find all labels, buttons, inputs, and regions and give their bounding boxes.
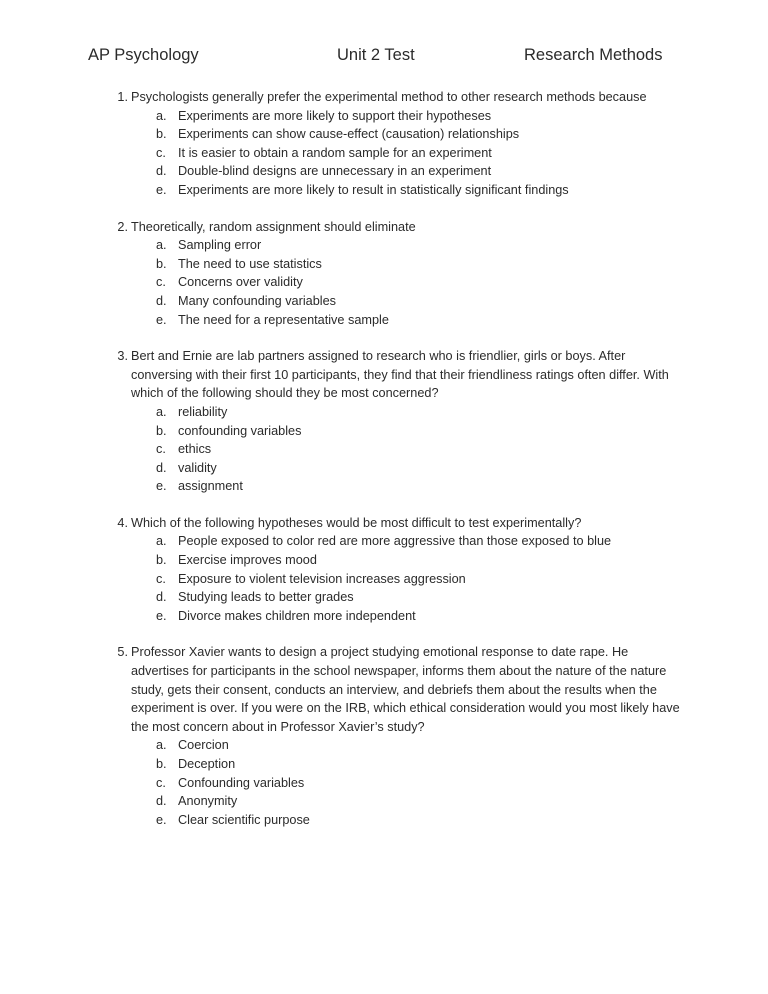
question-item [0, 514, 768, 626]
option-letter: d. [156, 164, 167, 179]
option-text: Sampling error [178, 238, 262, 253]
document-header [88, 44, 688, 70]
option-letter: b. [156, 256, 167, 271]
header-course-title: AP Psychology [88, 46, 199, 64]
option-list [0, 736, 768, 829]
option-item[interactable] [0, 551, 768, 570]
option-item[interactable] [0, 162, 768, 181]
option-letter: a. [156, 238, 167, 253]
option-text: ethics [178, 442, 212, 457]
option-text: The need for a representative sample [178, 312, 389, 327]
option-text: Concerns over validity [178, 275, 303, 290]
option-item[interactable] [0, 236, 768, 255]
question-stem [0, 218, 768, 237]
option-item[interactable] [0, 125, 768, 144]
option-item[interactable] [0, 144, 768, 163]
option-text: Exercise improves mood [178, 553, 317, 568]
option-item[interactable] [0, 107, 768, 126]
option-text: reliability [178, 404, 228, 419]
option-letter: c. [156, 571, 166, 586]
option-item[interactable] [0, 440, 768, 459]
option-text: Confounding variables [178, 775, 305, 790]
option-item[interactable] [0, 570, 768, 589]
option-text: Experiments are more likely to result in statistically significant findings [178, 182, 569, 197]
option-list [0, 107, 768, 200]
option-list [0, 532, 768, 625]
option-item[interactable] [0, 292, 768, 311]
option-letter: c. [156, 275, 166, 290]
option-letter: d. [156, 460, 167, 475]
question-number: 3. [117, 349, 128, 364]
option-letter: e. [156, 182, 167, 197]
option-text: Clear scientific purpose [178, 812, 310, 827]
option-text: Experiments can show cause-effect (causation) relationships [178, 127, 520, 142]
option-text: It is easier to obtain a random sample for an experiment [178, 145, 492, 160]
option-list [0, 236, 768, 329]
question-stem [0, 643, 768, 736]
question-item [0, 88, 768, 200]
option-letter: e. [156, 479, 167, 494]
question-number: 1. [117, 90, 128, 104]
option-item[interactable] [0, 532, 768, 551]
option-item[interactable] [0, 588, 768, 607]
option-text: Double-blind designs are unnecessary in an experiment [178, 164, 492, 179]
option-item[interactable] [0, 811, 768, 830]
option-text: Experiments are more likely to support their hypotheses [178, 108, 492, 123]
question-item [0, 347, 768, 496]
option-item[interactable] [0, 255, 768, 274]
option-item[interactable] [0, 181, 768, 200]
question-text: Bert and Ernie are lab partners assigned to research who is friendlier, girls or boys. After conversing with their first 10 participants, they find that their friendliness ratings often differ. With which of the following should they be most concerned? [131, 349, 669, 401]
option-letter: a. [156, 534, 167, 549]
question-number: 5. [117, 645, 128, 660]
option-text: validity [178, 460, 217, 475]
option-letter: c. [156, 442, 166, 457]
option-letter: b. [156, 127, 167, 142]
option-text: Many confounding variables [178, 293, 336, 308]
option-text: The need to use statistics [178, 256, 322, 271]
question-item [0, 218, 768, 330]
option-text: Deception [178, 757, 236, 771]
question-stem [0, 347, 768, 403]
option-item[interactable] [0, 422, 768, 441]
option-letter: d. [156, 293, 167, 308]
option-text: Studying leads to better grades [178, 590, 354, 605]
question-stem [0, 88, 768, 107]
option-text: Divorce makes children more independent [178, 608, 416, 623]
option-item[interactable] [0, 273, 768, 292]
header-topic-title: Research Methods [524, 46, 663, 64]
option-item[interactable] [0, 403, 768, 422]
option-text: People exposed to color red are more aggressive than those exposed to blue [178, 534, 612, 549]
option-letter: b. [156, 553, 167, 568]
option-letter: e. [156, 312, 167, 327]
option-letter: b. [156, 757, 167, 771]
option-letter: c. [156, 775, 166, 790]
option-letter: a. [156, 738, 167, 753]
question-stem [0, 514, 768, 533]
option-item[interactable] [0, 311, 768, 330]
option-letter: b. [156, 423, 167, 438]
option-item[interactable] [0, 755, 768, 774]
question-text: Psychologists generally prefer the experimental method to other research methods because [131, 90, 647, 104]
option-item[interactable] [0, 607, 768, 626]
option-item[interactable] [0, 459, 768, 478]
option-text: Coercion [178, 738, 229, 753]
option-letter: d. [156, 794, 167, 809]
option-letter: e. [156, 812, 167, 827]
option-letter: a. [156, 404, 167, 419]
option-text: confounding variables [178, 423, 302, 438]
question-item [0, 643, 768, 829]
option-list [0, 403, 768, 496]
option-letter: e. [156, 608, 167, 623]
option-item[interactable] [0, 736, 768, 755]
question-text: Professor Xavier wants to design a project studying emotional response to date rape. He advertises for participants in the school newspaper, informs them about the nature of the nature study, gets their consent, conducts an interview, and debriefs them about the results when the experiment is over. If you were on the IRB, which ethical consideration would you most likely have the most concern about in Professor Xavier’s study? [131, 645, 680, 734]
question-text: Theoretically, random assignment should eliminate [131, 219, 416, 234]
option-text: assignment [178, 479, 243, 494]
option-item[interactable] [0, 774, 768, 793]
option-letter: a. [156, 108, 167, 123]
option-item[interactable] [0, 477, 768, 496]
question-text: Which of the following hypotheses would be most difficult to test experimentally? [131, 515, 582, 530]
option-letter: d. [156, 590, 167, 605]
question-list [0, 88, 768, 847]
question-number: 2. [117, 219, 128, 234]
option-text: Exposure to violent television increases aggression [178, 571, 466, 586]
question-number: 4. [117, 515, 128, 530]
option-text: Anonymity [178, 794, 238, 809]
option-item[interactable] [0, 792, 768, 811]
header-unit-title: Unit 2 Test [337, 46, 415, 64]
option-letter: c. [156, 145, 166, 160]
